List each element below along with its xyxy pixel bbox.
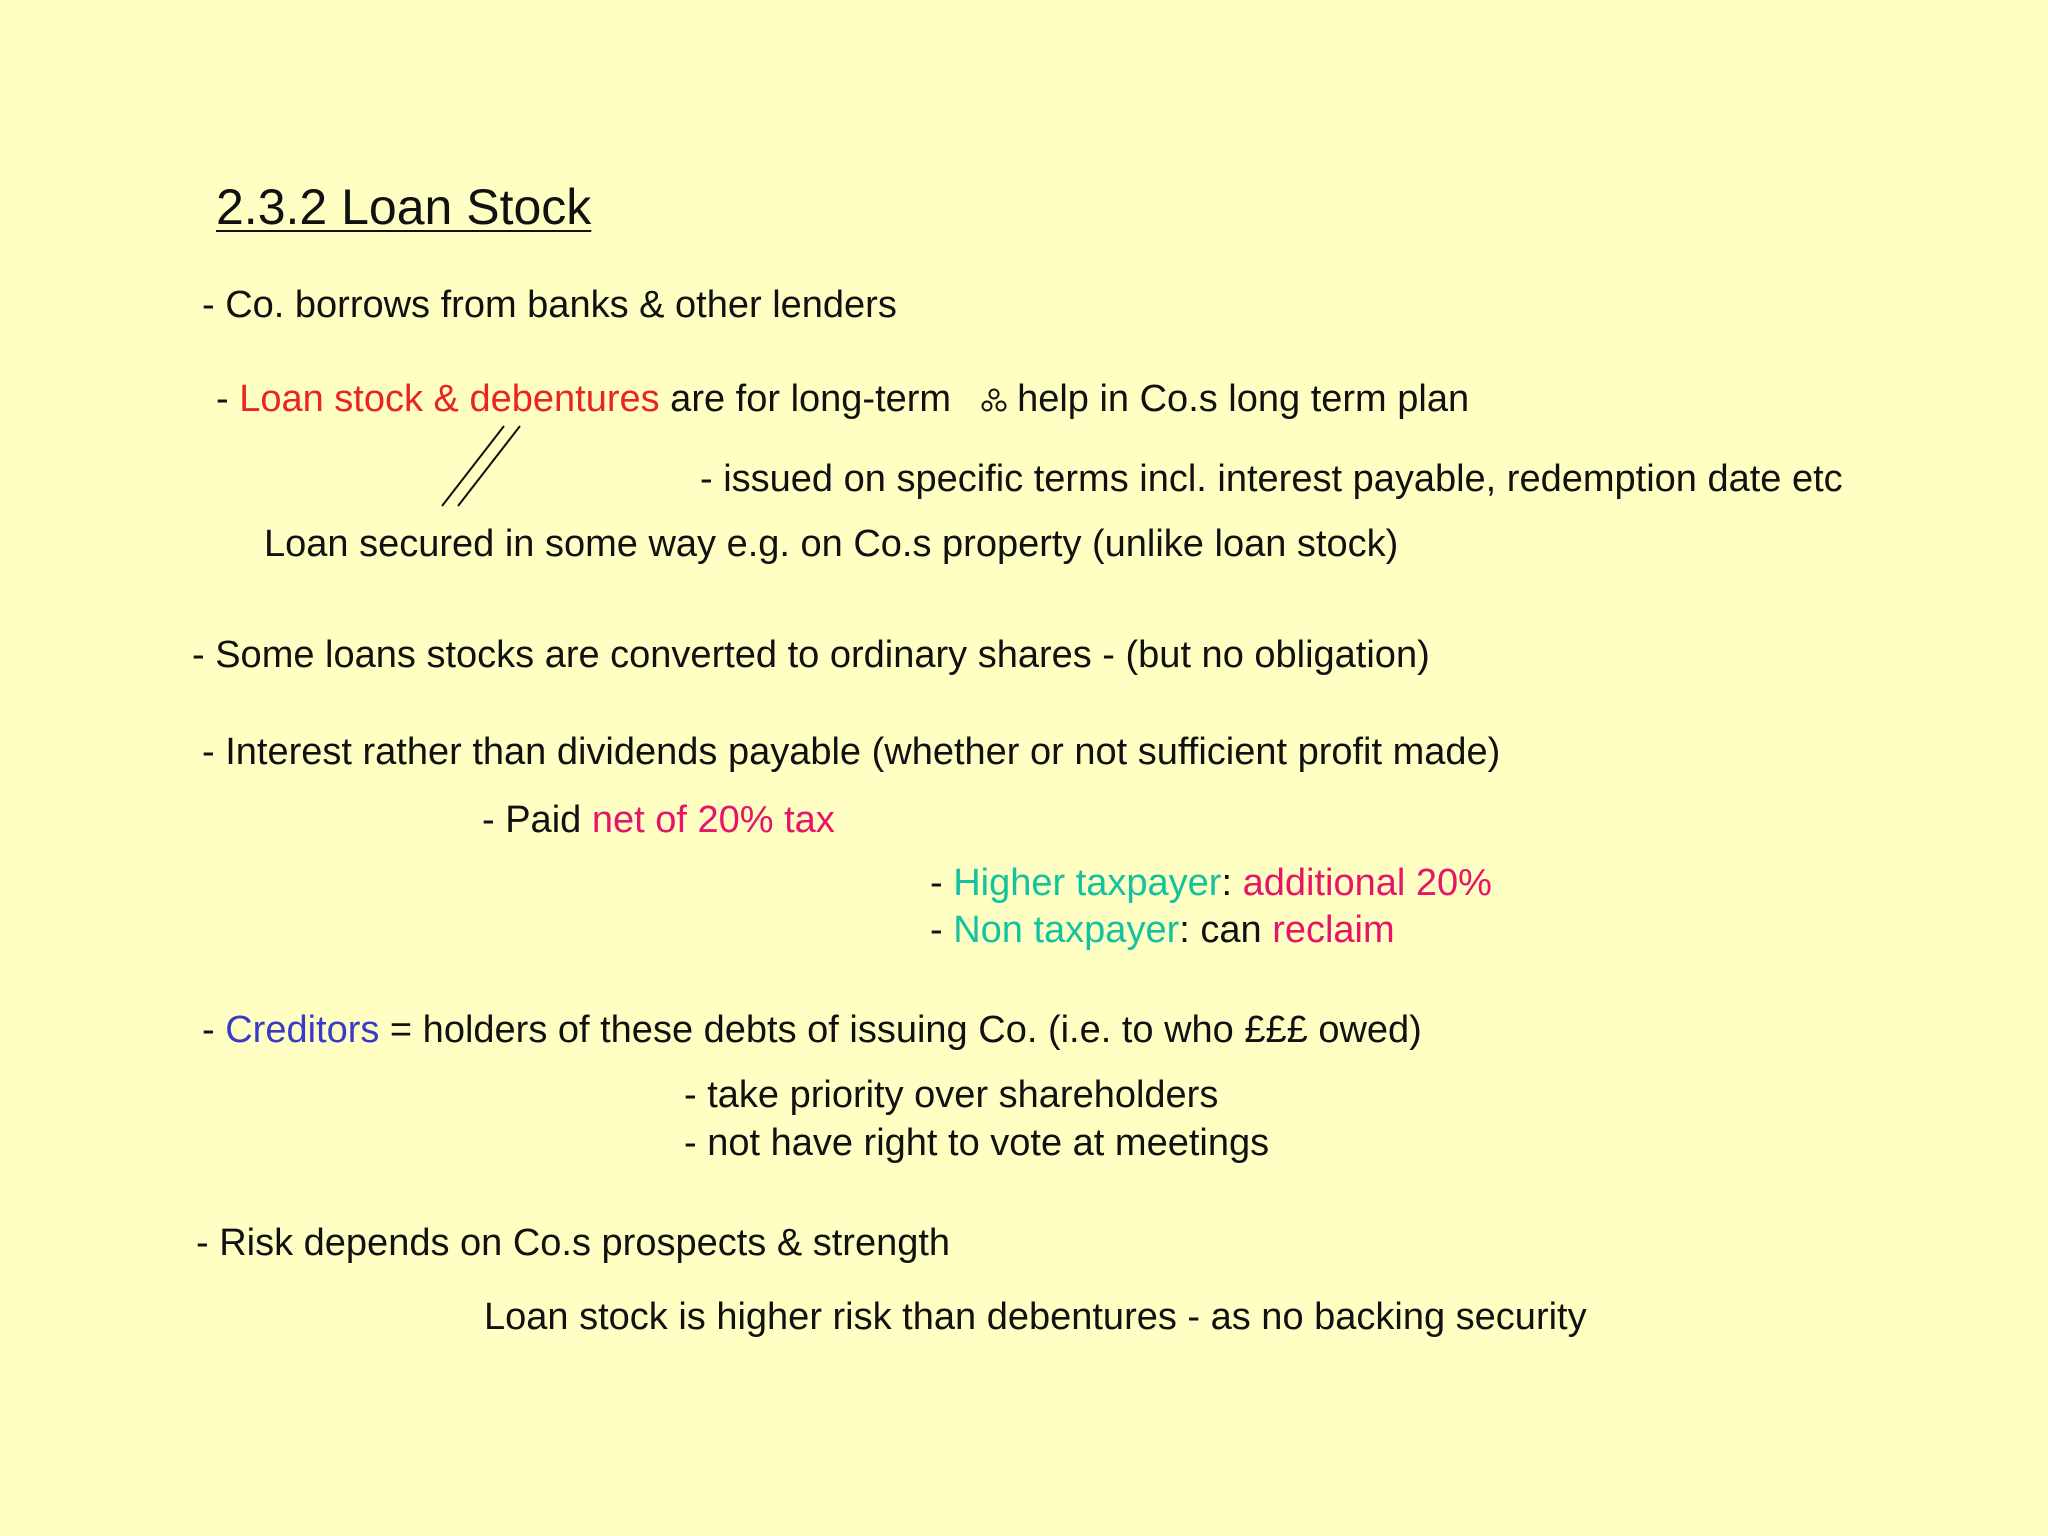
bullet-risk: - Risk depends on Co.s prospects & strength: [196, 1222, 951, 1264]
higher-sep: :: [1221, 862, 1243, 904]
bullet-creditors: [202, 1008, 1422, 1052]
creditors-label: Creditors: [225, 1009, 380, 1051]
additional-tax-value: additional 20%: [1242, 862, 1492, 904]
bullet-borrows: - Co. borrows from banks & other lenders: [202, 284, 897, 326]
non-taxpayer-label: Non taxpayer: [953, 909, 1180, 951]
creditors-dash: -: [202, 1009, 226, 1051]
paid-prefix: - Paid: [482, 799, 592, 841]
bullet-interest: - Interest rather than dividends payable (whether or not sufficient profit made): [202, 731, 1501, 773]
creditors-definition: = holders of these debts of issuing Co. (i.e. to who £££ owed): [379, 1009, 1422, 1051]
paid-net-tax: [482, 798, 835, 842]
slide-title: 2.3.2 Loan Stock: [216, 179, 592, 235]
long-term-text: are for long-term: [659, 378, 952, 420]
bullet-converted: - Some loans stocks are converted to ordinary shares - (but no obligation): [192, 634, 1430, 676]
non-taxpayer-line: [930, 908, 1395, 952]
bullet-dash: -: [216, 378, 240, 420]
higher-dash: -: [930, 862, 954, 904]
creditors-priority: - take priority over shareholders: [684, 1074, 1219, 1116]
double-slash-icon: [438, 420, 528, 510]
non-sep: : can: [1179, 909, 1273, 951]
therefore-icon: [979, 386, 1009, 416]
long-term-plan-text: help in Co.s long term plan: [1017, 378, 1470, 420]
creditors-no-vote: - not have right to vote at meetings: [684, 1122, 1270, 1164]
higher-taxpayer-line: [930, 861, 1492, 905]
higher-taxpayer-label: Higher taxpayer: [953, 862, 1222, 904]
non-dash: -: [930, 909, 954, 951]
debenture-note: Loan secured in some way e.g. on Co.s property (unlike loan stock): [264, 523, 1399, 565]
loan-stock-debentures-highlight: Loan stock & debentures: [239, 378, 660, 420]
conclusion-text: Loan stock is higher risk than debentures - as no backing security: [484, 1296, 1587, 1338]
net-tax-highlight: net of 20% tax: [591, 799, 835, 841]
reclaim-value: reclaim: [1272, 909, 1395, 951]
issued-terms-text: - issued on specific terms incl. interest payable, redemption date etc: [700, 458, 1843, 500]
bullet-loan-stock: [216, 377, 1469, 421]
